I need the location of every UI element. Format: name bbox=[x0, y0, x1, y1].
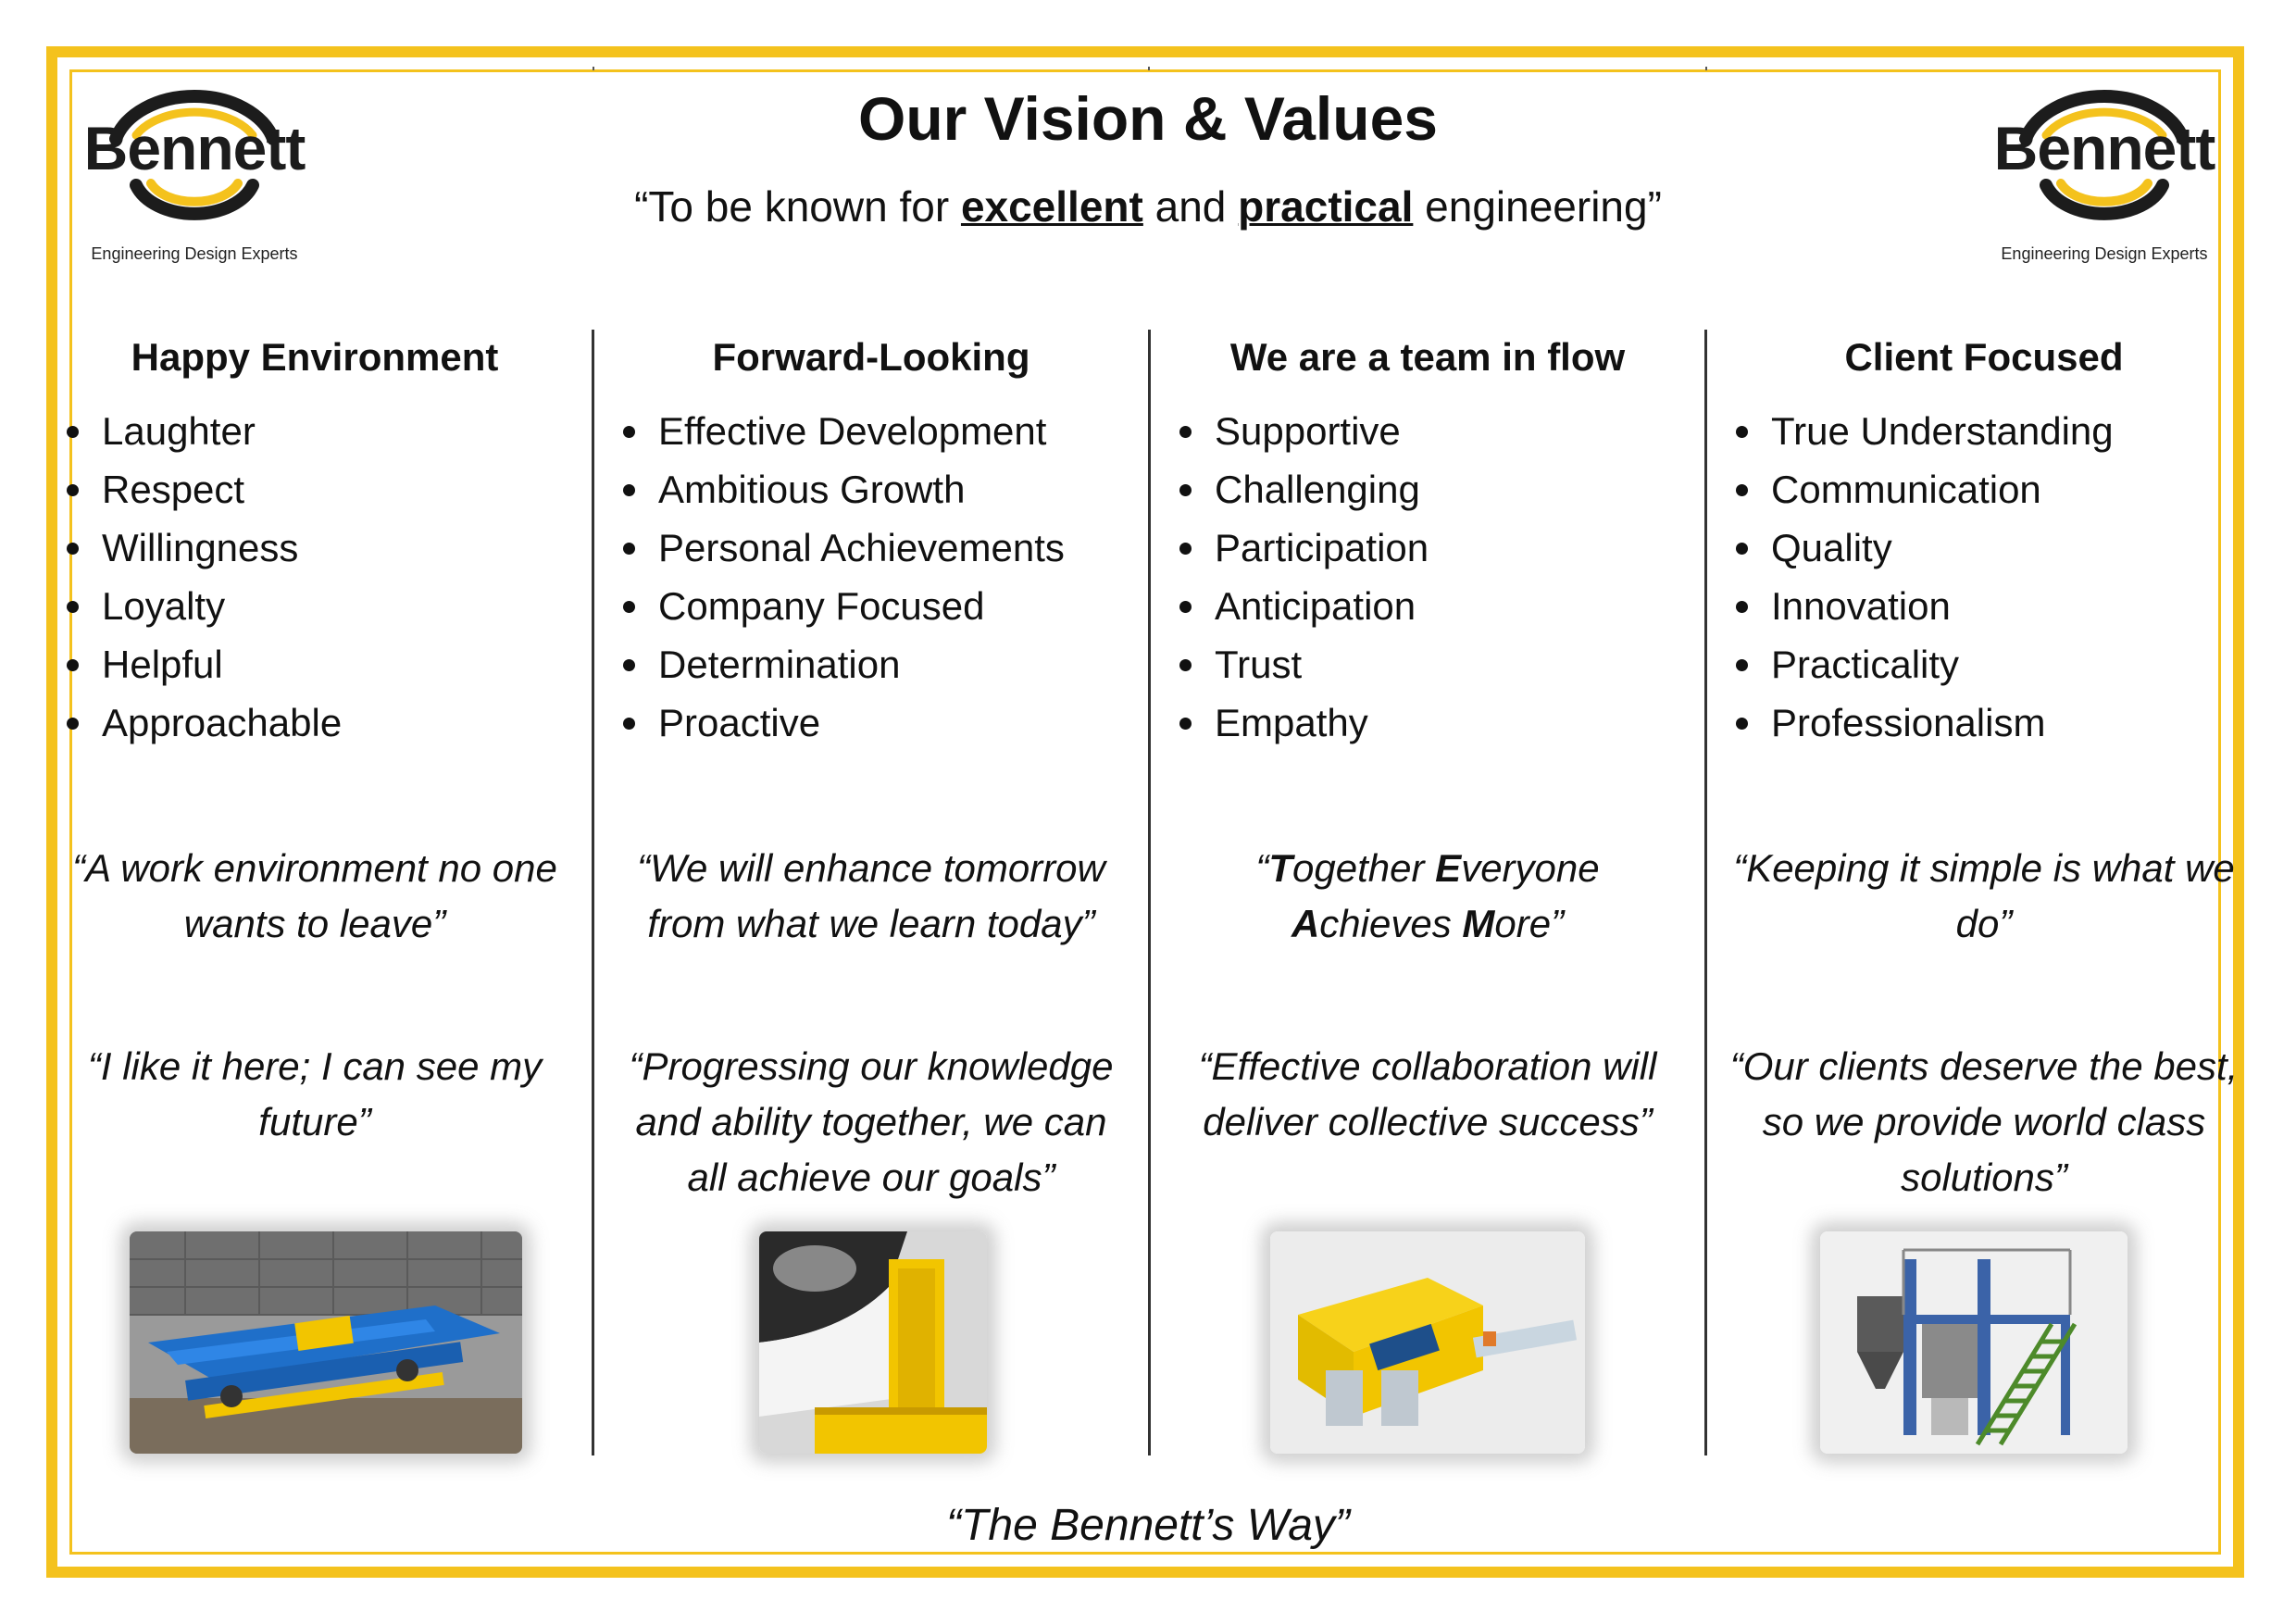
value-item bbox=[612, 577, 1130, 635]
value-item bbox=[1168, 402, 1687, 460]
bullet-icon bbox=[623, 718, 635, 730]
value-item bbox=[612, 402, 1130, 460]
value-item bbox=[612, 518, 1130, 577]
bullet-icon bbox=[1736, 718, 1748, 730]
bullet-icon bbox=[67, 426, 79, 438]
bullet-icon bbox=[67, 718, 79, 730]
column-heading: We are a team in flow bbox=[1229, 335, 1626, 379]
value-column-happy-environment bbox=[56, 335, 574, 752]
quote-text: chieves bbox=[1319, 902, 1463, 945]
value-item bbox=[1725, 460, 2243, 518]
yellow-gripper-assembly-render bbox=[1270, 1231, 1585, 1454]
value-column-team-in-flow bbox=[1168, 335, 1687, 752]
bullet-icon bbox=[1736, 543, 1748, 555]
column-tick bbox=[1705, 67, 1707, 70]
quote-initial: E bbox=[1435, 846, 1462, 890]
bullet-icon bbox=[67, 601, 79, 613]
bullet-icon bbox=[623, 484, 635, 496]
value-item bbox=[612, 635, 1130, 693]
value-item bbox=[1725, 693, 2243, 752]
column-tick bbox=[593, 67, 594, 70]
bullet-icon bbox=[1179, 543, 1192, 555]
bullet-icon bbox=[1736, 601, 1748, 613]
column-heading: Client Focused bbox=[1844, 335, 2124, 379]
value-label: Anticipation bbox=[1215, 584, 1416, 628]
bennett-logo-right bbox=[1989, 81, 2220, 267]
column-heading: Happy Environment bbox=[131, 335, 499, 379]
column-quote-primary bbox=[1168, 841, 1687, 952]
value-column-forward-looking bbox=[612, 335, 1130, 752]
value-item bbox=[56, 577, 574, 635]
bullet-icon bbox=[1179, 426, 1192, 438]
value-item bbox=[612, 693, 1130, 752]
quote-text: “ bbox=[1255, 846, 1269, 890]
value-item bbox=[1168, 460, 1687, 518]
value-item bbox=[1725, 577, 2243, 635]
value-item bbox=[56, 518, 574, 577]
bennett-logo-left bbox=[79, 81, 310, 267]
value-item bbox=[1168, 518, 1687, 577]
quote-initial: T bbox=[1268, 846, 1293, 890]
value-item bbox=[1725, 402, 2243, 460]
value-item bbox=[56, 402, 574, 460]
bullet-icon bbox=[67, 484, 79, 496]
page-title: Our Vision & Values bbox=[857, 84, 1438, 153]
bullet-icon bbox=[623, 601, 635, 613]
value-list bbox=[56, 402, 574, 752]
logo-wordmark: Bennett bbox=[1993, 114, 2215, 182]
value-item bbox=[1725, 518, 2243, 577]
value-label: Communication bbox=[1771, 468, 2041, 511]
bullet-icon bbox=[623, 659, 635, 671]
value-label: Trust bbox=[1215, 643, 1303, 686]
column-quote-secondary: “I like it here; I can see my future” bbox=[87, 1044, 543, 1143]
column-quote-secondary: “Our clients deserve the best, so we provide world class solutions” bbox=[1729, 1044, 2239, 1199]
vision-emphasis: practical bbox=[1238, 182, 1414, 231]
bullet-icon bbox=[1179, 484, 1192, 496]
bullet-icon bbox=[1736, 659, 1748, 671]
value-label: Practicality bbox=[1771, 643, 1960, 686]
value-item bbox=[1168, 577, 1687, 635]
vision-statement bbox=[500, 181, 1796, 231]
value-label: Ambitious Growth bbox=[658, 468, 966, 511]
value-item bbox=[1725, 635, 2243, 693]
value-label: Respect bbox=[102, 468, 245, 511]
vision-text: engineering” bbox=[1413, 182, 1662, 231]
value-label: Determination bbox=[658, 643, 901, 686]
quote-text: veryone bbox=[1461, 846, 1600, 890]
value-label: Loyalty bbox=[102, 584, 226, 628]
column-quote-primary: “Keeping it simple is what we do” bbox=[1733, 846, 2235, 945]
column-heading: Forward-Looking bbox=[712, 335, 1030, 379]
value-label: Laughter bbox=[102, 409, 256, 453]
vision-emphasis: excellent bbox=[960, 182, 1143, 231]
column-divider bbox=[592, 330, 594, 1455]
value-label: Participation bbox=[1215, 526, 1429, 569]
logo-wordmark: Bennett bbox=[83, 114, 306, 182]
value-list bbox=[1725, 402, 2243, 752]
process-plant-platform-render bbox=[1820, 1231, 2128, 1454]
car-test-rig-photo bbox=[759, 1231, 987, 1454]
blue-yellow-conveyor-frame-photo bbox=[130, 1231, 522, 1454]
value-item bbox=[56, 693, 574, 752]
quote-text: ogether bbox=[1292, 846, 1436, 890]
column-quote-primary: “We will enhance tomorrow from what we learn today” bbox=[637, 846, 1105, 945]
value-item bbox=[612, 460, 1130, 518]
bullet-icon bbox=[1736, 484, 1748, 496]
value-list bbox=[1168, 402, 1687, 752]
value-label: Professionalism bbox=[1771, 701, 2046, 744]
value-list bbox=[612, 402, 1130, 752]
bullet-icon bbox=[1179, 718, 1192, 730]
column-quote-secondary: “Progressing our knowledge and ability together, we can all achieve our goals” bbox=[629, 1044, 1114, 1199]
column-tick bbox=[1148, 67, 1150, 70]
column-divider bbox=[1148, 330, 1151, 1455]
bullet-icon bbox=[1179, 659, 1192, 671]
column-quote-secondary: “Effective collaboration will deliver collective success” bbox=[1198, 1044, 1657, 1143]
bullet-icon bbox=[623, 426, 635, 438]
footer-slogan: “The Bennett’s Way” bbox=[946, 1501, 1350, 1550]
quote-text: ore” bbox=[1494, 902, 1565, 945]
bullet-icon bbox=[1736, 426, 1748, 438]
value-item bbox=[1168, 693, 1687, 752]
value-label: Willingness bbox=[102, 526, 299, 569]
bullet-icon bbox=[623, 543, 635, 555]
value-label: Quality bbox=[1771, 526, 1892, 569]
value-label: Helpful bbox=[102, 643, 223, 686]
logo-tagline: Engineering Design Experts bbox=[91, 244, 298, 263]
vision-text: “To be known for bbox=[634, 182, 961, 231]
value-item bbox=[1168, 635, 1687, 693]
value-item bbox=[56, 635, 574, 693]
column-divider bbox=[1704, 330, 1707, 1455]
value-label: Effective Development bbox=[658, 409, 1047, 453]
value-item bbox=[56, 460, 574, 518]
quote-initial: M bbox=[1462, 902, 1495, 945]
value-column-client-focused bbox=[1725, 335, 2243, 752]
value-label: Empathy bbox=[1215, 701, 1368, 744]
quote-initial: A bbox=[1291, 902, 1320, 945]
value-label: Company Focused bbox=[658, 584, 985, 628]
value-label: Innovation bbox=[1771, 584, 1951, 628]
bullet-icon bbox=[1179, 601, 1192, 613]
column-quote-primary: “A work environment no one wants to leave” bbox=[72, 846, 557, 945]
value-label: Personal Achievements bbox=[658, 526, 1065, 569]
value-label: Proactive bbox=[658, 701, 821, 744]
value-label: True Understanding bbox=[1771, 409, 2114, 453]
value-label: Challenging bbox=[1215, 468, 1420, 511]
logo-tagline: Engineering Design Experts bbox=[2001, 244, 2208, 263]
vision-text: and bbox=[1142, 182, 1239, 231]
value-label: Approachable bbox=[102, 701, 343, 744]
bullet-icon bbox=[67, 543, 79, 555]
bullet-icon bbox=[67, 659, 79, 671]
value-label: Supportive bbox=[1215, 409, 1401, 453]
